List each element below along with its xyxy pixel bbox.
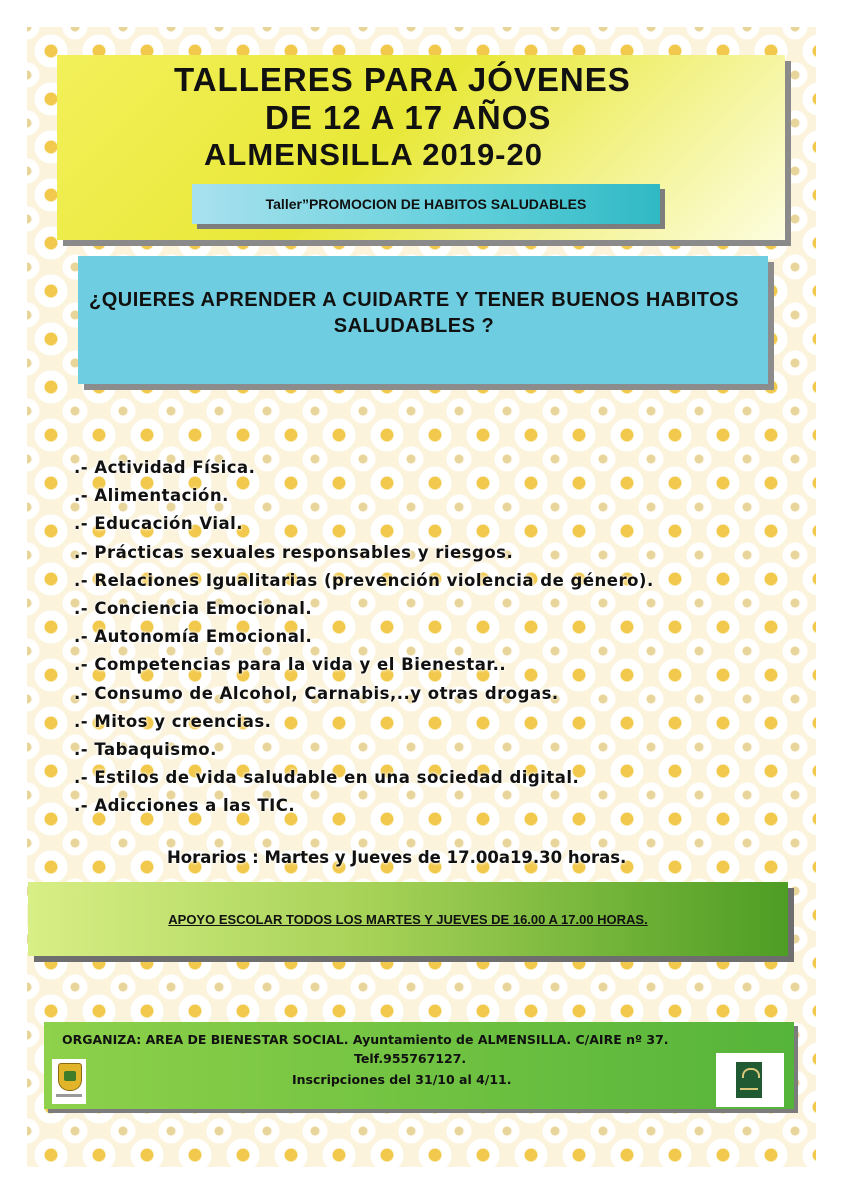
organizer-line-1: ORGANIZA: AREA DE BIENESTAR SOCIAL. Ayuntamiento de ALMENSILLA. C/AIRE nº 37.: [62, 1032, 669, 1047]
topic-item: .- Actividad Física.: [74, 458, 256, 477]
topic-item: .- Mitos y creencias.: [74, 711, 272, 731]
topic-item: .- Consumo de Alcohol, Carnabis,..y otras drogas.: [74, 683, 559, 703]
registration-dates: Inscripciones del 31/10 al 4/11.: [292, 1072, 512, 1087]
topics-list: [74, 454, 654, 820]
topic-item: .- Competencias para la vida y el Bienestar..: [74, 655, 507, 675]
topic-item: .- Conciencia Emocional.: [74, 598, 313, 618]
homework-support-banner: [28, 882, 788, 956]
topic-item: .- Adicciones a las TIC.: [74, 796, 296, 816]
title-box: [57, 55, 785, 240]
diputacion-sevilla-logo-icon: [716, 1053, 784, 1107]
topic-item: .- Tabaquismo.: [74, 739, 217, 759]
question-box: [78, 256, 768, 384]
title-line-3: ALMENSILLA 2019-20: [204, 137, 543, 172]
topic-item: .- Autonomía Emocional.: [74, 627, 313, 647]
schedule-text: Horarios : Martes y Jueves de 17.00a19.30 horas.: [167, 848, 627, 867]
title-line-2: DE 12 A 17 AÑOS: [265, 99, 552, 136]
title-line-1: TALLERES PARA JÓVENES: [174, 61, 631, 98]
organizer-box: [44, 1022, 794, 1109]
homework-support-text: APOYO ESCOLAR TODOS LOS MARTES Y JUEVES DE 16.00 A 17.00 HORAS.: [168, 911, 648, 927]
question-text: ¿QUIERES APRENDER A CUIDARTE Y TENER BUENOS HABITOS SALUDABLES ?: [88, 289, 740, 337]
topic-item: .- Relaciones Igualitarias (prevención violencia de género).: [74, 570, 654, 590]
topic-item: .- Estilos de vida saludable en una sociedad digital.: [74, 768, 580, 788]
topic-item: .- Prácticas sexuales responsables y riesgos.: [74, 542, 514, 562]
almensilla-coat-of-arms-icon: [52, 1059, 86, 1104]
topic-item: .- Educación Vial.: [74, 514, 244, 534]
topic-item: .- Alimentación.: [74, 486, 229, 506]
organizer-phone: Telf.955767127.: [354, 1051, 467, 1066]
workshop-subtitle: Taller”PROMOCION DE HABITOS SALUDABLES: [192, 184, 660, 224]
